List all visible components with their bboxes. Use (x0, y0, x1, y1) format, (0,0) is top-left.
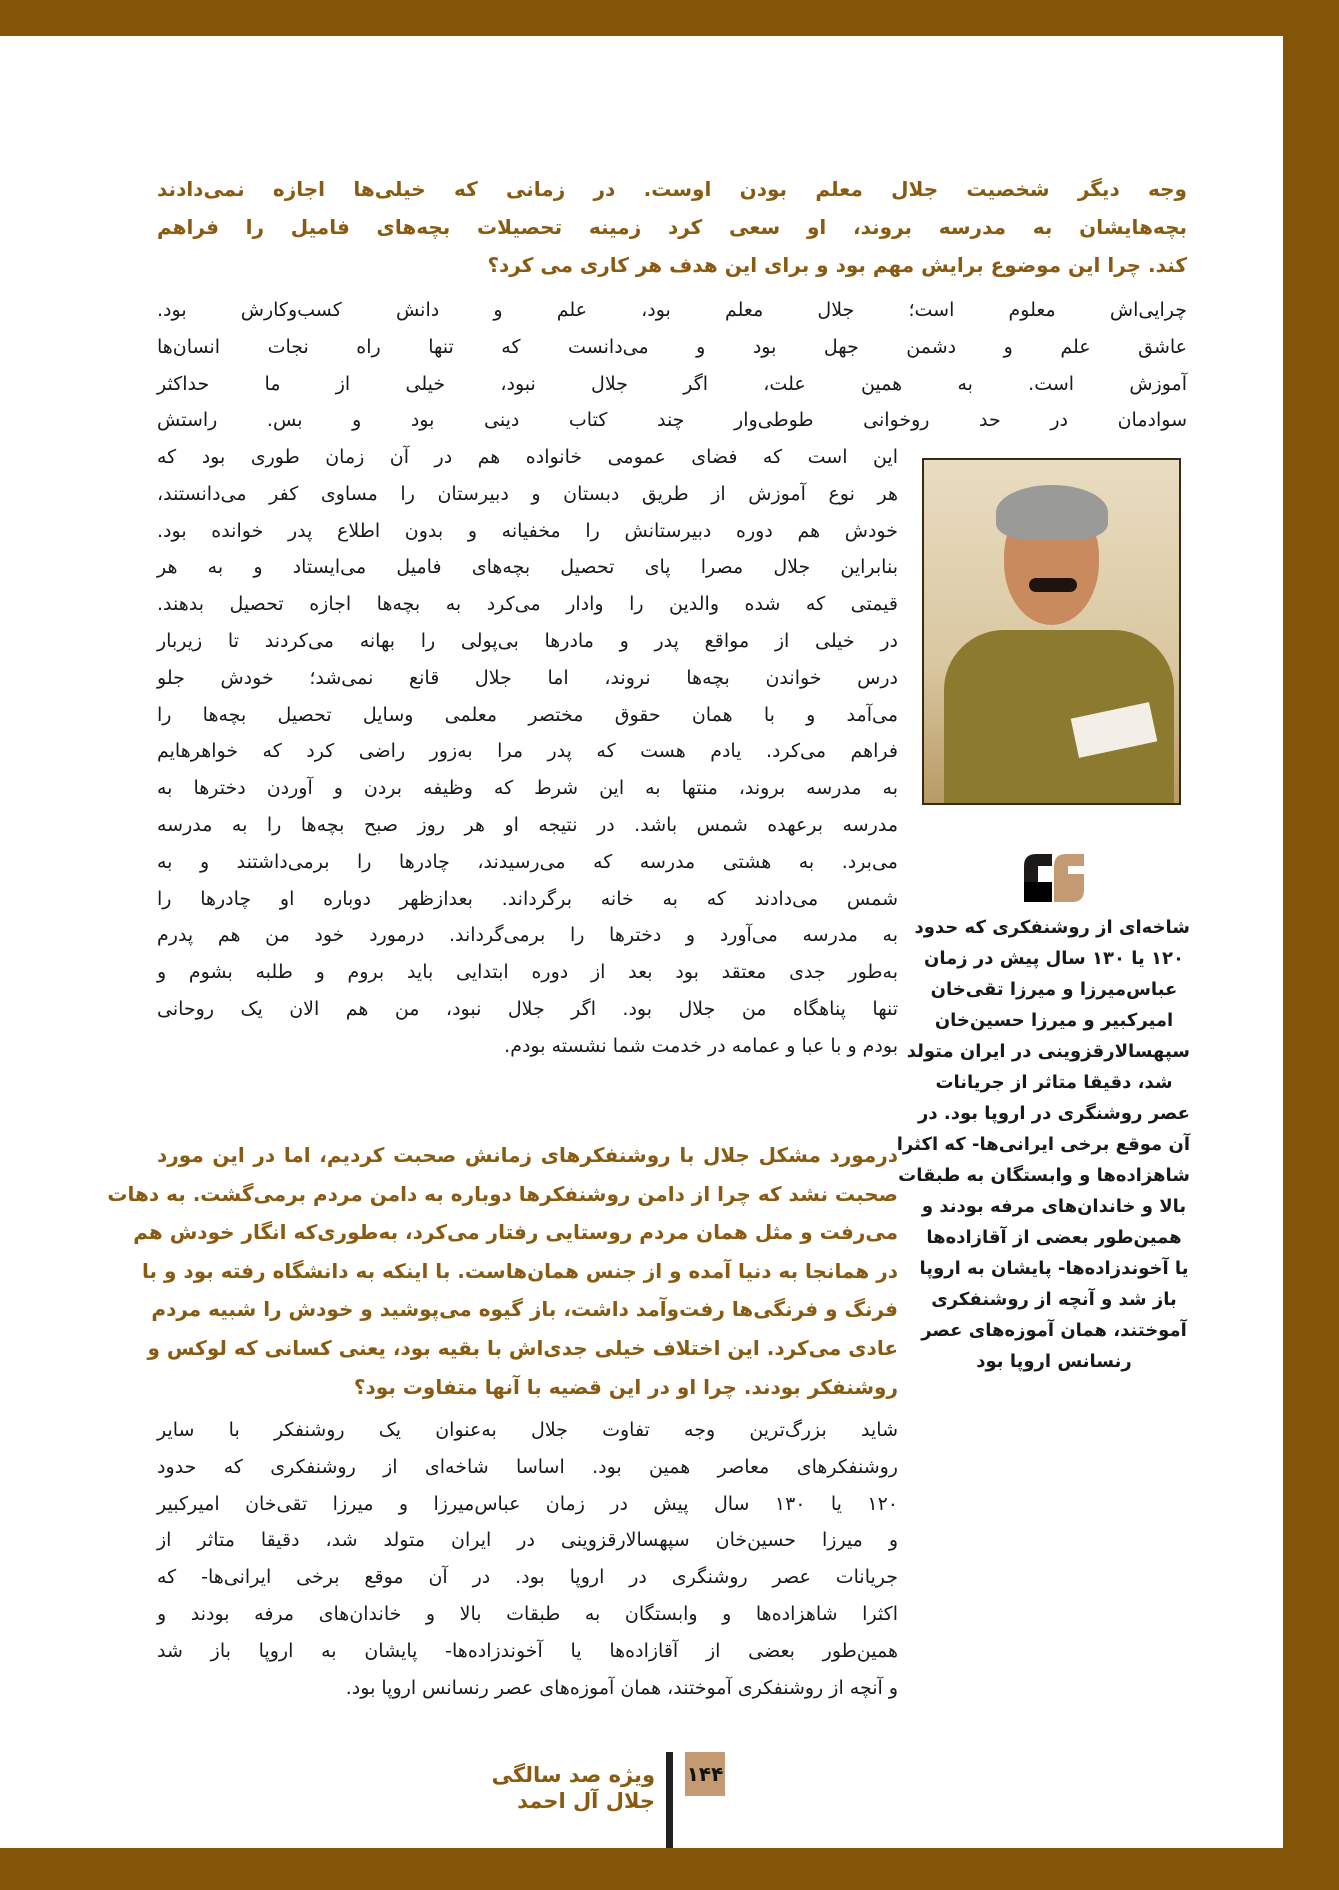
text-line: عادی می‌کرد. این اختلاف خیلی جدی‌اش با بقیه بود، یعنی کسانی که لوکس و (147, 1335, 898, 1360)
text-line: همین‌طور بعضی از آقازاده‌ها یا آخوندزاده‌ها- پایشان به اروپا باز شد (157, 1639, 898, 1662)
caption-line: آموختند، همان آموزه‌های عصر (921, 1320, 1187, 1341)
text-line: سوادمان در حد روخوانی طوطی‌وار چند کتاب دینی بود و بس. راستش (157, 409, 1187, 432)
text-line: اکثرا شاهزاده‌ها و وابستگان به طبقات بالا و خاندان‌های مرفه بودند و (157, 1602, 898, 1625)
answer-1-wide (157, 292, 1187, 439)
text-line: هر نوع آموزش از طریق دبستان و دبیرستان را مساوی کفر می‌دانستند، (157, 482, 898, 505)
caption-line: شاهزاده‌ها و وابستگان به طبقات (898, 1165, 1190, 1186)
text-line: می‌آمد و با همان حقوق مختصر معلمی وسایل تحصیل بچه‌ها را (157, 703, 898, 726)
text-line: صحبت نشد که چرا از دامن روشنفکرها دوباره به دامن مردم برمی‌گشت. به دهات (107, 1181, 898, 1206)
caption-line: شاخه‌ای از روشنفکری که حدود (914, 917, 1190, 938)
page-number: ۱۴۴ (685, 1752, 725, 1796)
caption-line: بالا و خاندان‌های مرفه بودند و (921, 1196, 1187, 1217)
text-line: بنابراین جلال مصرا پای تحصیل بچه‌های فامیل می‌ایستاد و به هر (157, 556, 898, 579)
magazine-logo-icon (1020, 852, 1086, 902)
text-line: روشنفکر بودند. چرا او در این قضیه با آنها متفاوت بود؟ (353, 1374, 898, 1399)
text-line: بچه‌هایشان به مدرسه بروند، او سعی کرد زمینه تحصیلات بچه‌های فامیل را فراهم (157, 215, 1187, 239)
caption-line: عصر روشنگری در اروپا بود. در (918, 1103, 1190, 1124)
text-line: و آنچه از روشنفکری آموختند، همان آموزه‌های عصر رنسانس اروپا بود. (345, 1676, 898, 1699)
text-line: فراهم می‌کرد. یادم هست که پدر مرا به‌زور راضی کرد که خواهرهایم (157, 740, 898, 763)
caption-line: ۱۲۰ یا ۱۳۰ سال پیش در زمان (924, 948, 1184, 969)
text-line: این است که فضای عمومی خانواده هم در آن زمان طوری بود که (157, 446, 898, 468)
text-line: فرنگ و فرنگی‌ها رفت‌وآمد داشت، باز گیوه می‌پوشید و خودش را شبیه مردم (151, 1297, 898, 1322)
text-line: به‌طور جدی معتقد بود بعد از دوره ابتدایی باید بروم و طلبه بشوم و (157, 961, 898, 984)
text-line: درس خواندن بچه‌ها نروند، اما جلال قانع نمی‌شد؛ خودش جلو (157, 666, 898, 689)
text-line: در همانجا به دنیا آمده و از جنس همان‌هاست. با اینکه به دانشگاه رفته بود و با (142, 1258, 898, 1283)
text-line: چرایی‌اش معلوم است؛ جلال معلم بود، علم و دانش کسب‌وکارش بود. (157, 299, 1187, 321)
caption-line: باز شد و آنچه از روشنفکری (931, 1289, 1177, 1310)
text-line: در خیلی از مواقع پدر و مادرها بی‌پولی را بهانه می‌کردند تا زیربار (157, 629, 898, 652)
text-line: و میرزا حسین‌خان سپهسالارقزوینی در ایران متولد شد، دقیقا متاثر از (157, 1529, 898, 1552)
text-line: شمس می‌دادند که به خانه برگرداند. بعدازظهر دوباره او چادرها را (157, 887, 898, 910)
portrait-photo (922, 458, 1181, 805)
text-line: به مدرسه بروند، منتها به این شرط که وظیفه بردن و آوردن دخترها به (157, 777, 898, 800)
text-line: خودش هم دوره دبیرستانش را مخفیانه و بدون اطلاع پدر خوانده بود. (157, 519, 898, 542)
page-frame-top (0, 0, 1339, 36)
caption-line: امیرکبیر و میرزا حسین‌خان (934, 1010, 1174, 1031)
caption-line: رنسانس اروپا بود (976, 1351, 1132, 1372)
caption-line: یا آخوندزاده‌ها- پایشان به اروپا (919, 1258, 1189, 1279)
caption-line: عباس‌میرزا و میرزا تقی‌خان (930, 979, 1178, 1000)
text-line: می‌رفت و مثل همان مردم روستایی رفتار می‌کرد، به‌طوری‌که انگار خودش هم (133, 1220, 898, 1245)
caption-line: سپهسالارقزوینی در ایران متولد (906, 1041, 1190, 1062)
footer-title-line1: ویژه صد سالگی (491, 1763, 655, 1787)
text-line: عاشق علم و دشمن جهل بود و می‌دانست که تنها راه نجات انسان‌ها (157, 335, 1187, 358)
text-line: مدرسه برعهده شمس باشد. در نتیجه او هر روز صبح بچه‌ها را به مدرسه (157, 813, 898, 836)
page-frame-right (1283, 0, 1339, 1890)
text-line: به مدرسه می‌آورد و دخترها را برمی‌گرداند. درمورد خود من هم پدرم (157, 924, 898, 947)
interview-question-2 (107, 1136, 898, 1406)
text-line: کند. چرا این موضوع برایش مهم بود و برای این هدف هر کاری می کرد؟ (487, 253, 1187, 277)
text-line: بودم و با عبا و عمامه در خدمت شما نشسته بودم. (504, 1034, 898, 1057)
footer-title (492, 1762, 655, 1814)
caption-line: شد، دقیقا متاثر از جریانات (935, 1072, 1173, 1093)
caption-line: همین‌طور بعضی از آقازاده‌ها (926, 1227, 1182, 1248)
text-line: درمورد مشکل جلال با روشنفکرهای زمانش صحبت کردیم، اما در این مورد (157, 1143, 898, 1167)
footer-divider (666, 1752, 673, 1848)
text-line: شاید بزرگ‌ترین وجه تفاوت جلال به‌عنوان یک روشنفکر با سایر (157, 1419, 898, 1441)
sidebar-caption (896, 912, 1190, 1377)
caption-line: آن موقع برخی ایرانی‌ها- که اکثرا (896, 1134, 1190, 1155)
text-line: وجه دیگر شخصیت جلال معلم بودن اوست. در زمانی که خیلی‌ها اجازه نمی‌دادند (157, 177, 1187, 201)
text-line: تنها پناهگاه من جلال بود. اگر جلال نبود، من هم الان یک روحانی (157, 997, 898, 1020)
text-line: ۱۲۰ یا ۱۳۰ سال پیش در زمان عباس‌میرزا و میرزا تقی‌خان امیرکبیر (157, 1492, 898, 1515)
text-line: آموزش است. به همین علت، اگر جلال نبود، خیلی از ما حداکثر (157, 372, 1187, 395)
text-line: قیمتی که شده والدین را وادار می‌کرد به بچه‌ها اجازه تحصیل بدهند. (157, 593, 898, 616)
page-frame-bottom (0, 1848, 1339, 1890)
text-line: می‌برد. به هشتی مدرسه که می‌رسیدند، چادرها را برمی‌داشتند و به (157, 850, 898, 873)
footer-title-line2: جلال آل احمد (517, 1789, 655, 1813)
text-line: روشنفکرهای معاصر همین بود. اساسا شاخه‌ای از روشنفکری که حدود (157, 1455, 898, 1478)
text-line: جریانات عصر روشنگری در اروپا بود. در آن موقع برخی ایرانی‌ها- که (157, 1566, 898, 1589)
answer-1-narrow (157, 439, 898, 1065)
interview-question-1 (157, 170, 1187, 284)
answer-2 (157, 1412, 898, 1706)
